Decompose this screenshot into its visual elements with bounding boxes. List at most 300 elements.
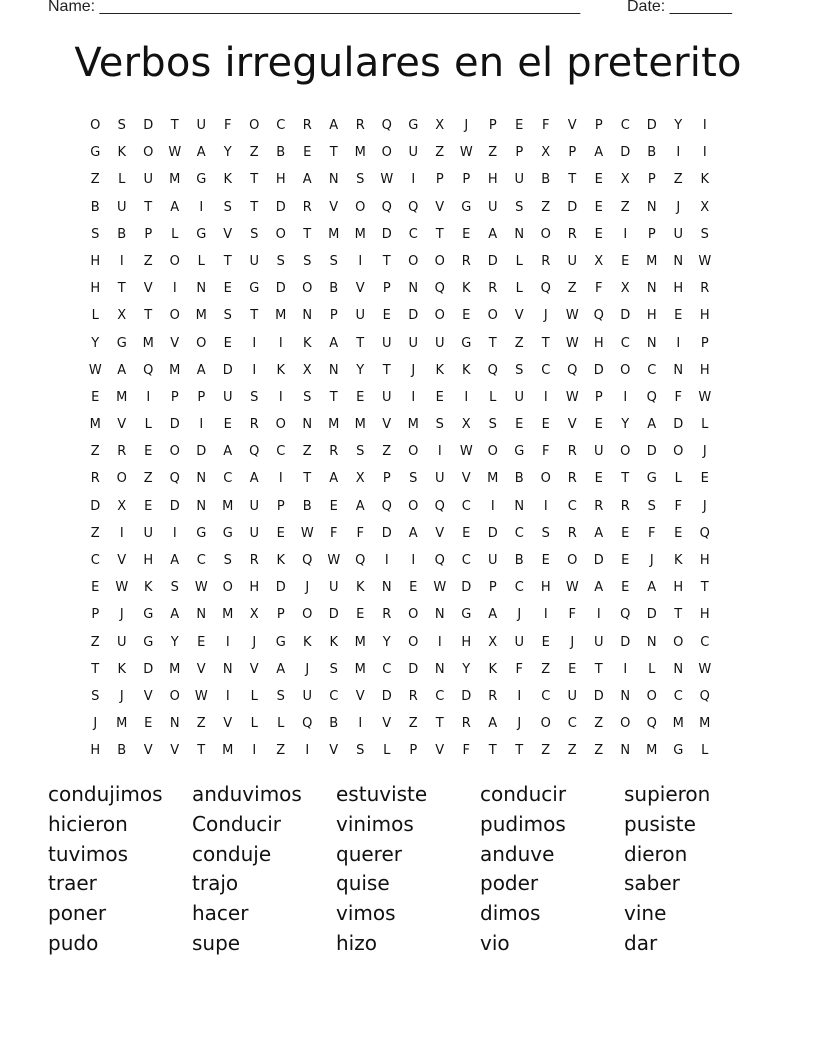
grid-letter[interactable]: E: [541, 553, 550, 568]
grid-letter[interactable]: D: [143, 118, 154, 133]
grid-letter[interactable]: O: [90, 118, 101, 133]
grid-letter[interactable]: W: [168, 145, 182, 161]
grid-letter[interactable]: N: [408, 281, 419, 297]
grid-letter[interactable]: A: [329, 118, 339, 133]
grid-letter[interactable]: K: [276, 362, 286, 378]
grid-letter[interactable]: E: [621, 553, 630, 568]
grid-letter[interactable]: I: [384, 553, 389, 568]
grid-letter[interactable]: E: [621, 580, 630, 596]
grid-letter[interactable]: H: [646, 308, 657, 324]
grid-letter[interactable]: G: [143, 607, 154, 623]
grid-letter[interactable]: Q: [408, 199, 419, 215]
grid-letter[interactable]: P: [594, 118, 603, 133]
grid-letter[interactable]: C: [223, 471, 233, 487]
grid-letter[interactable]: H: [90, 253, 101, 269]
grid-letter[interactable]: E: [594, 199, 603, 215]
grid-letter[interactable]: F: [515, 661, 523, 677]
grid-letter[interactable]: P: [515, 145, 524, 161]
grid-letter[interactable]: E: [329, 498, 338, 514]
grid-letter[interactable]: V: [117, 417, 127, 433]
grid-letter[interactable]: E: [594, 226, 603, 242]
grid-letter[interactable]: E: [568, 661, 577, 677]
grid-letter[interactable]: O: [540, 716, 551, 732]
grid-letter[interactable]: A: [170, 607, 180, 623]
letter-grid[interactable]: [82, 112, 718, 765]
grid-letter[interactable]: S: [515, 199, 524, 215]
grid-letter[interactable]: P: [568, 145, 577, 161]
grid-letter[interactable]: L: [277, 716, 285, 732]
grid-letter[interactable]: K: [276, 553, 286, 568]
grid-letter[interactable]: A: [302, 172, 312, 188]
grid-letter[interactable]: W: [565, 335, 579, 351]
grid-letter[interactable]: Q: [540, 281, 551, 297]
grid-letter[interactable]: O: [673, 444, 684, 460]
grid-letter[interactable]: Q: [169, 471, 180, 487]
grid-letter[interactable]: I: [172, 281, 177, 297]
grid-letter[interactable]: W: [88, 362, 102, 378]
grid-letter[interactable]: I: [278, 389, 283, 405]
grid-letter[interactable]: C: [541, 362, 551, 378]
grid-letter[interactable]: D: [593, 553, 604, 568]
grid-letter[interactable]: M: [354, 417, 366, 433]
grid-letter[interactable]: W: [459, 145, 473, 161]
grid-letter[interactable]: O: [434, 308, 445, 324]
grid-letter[interactable]: Z: [143, 471, 153, 487]
grid-letter[interactable]: C: [620, 335, 630, 351]
grid-letter[interactable]: E: [144, 498, 153, 514]
grid-letter[interactable]: A: [117, 362, 127, 378]
grid-letter[interactable]: P: [488, 580, 497, 596]
grid-letter[interactable]: E: [303, 145, 312, 161]
grid-letter[interactable]: N: [673, 661, 684, 677]
grid-letter[interactable]: N: [646, 634, 657, 650]
grid-letter[interactable]: E: [91, 580, 100, 596]
grid-letter[interactable]: K: [435, 362, 445, 378]
grid-letter[interactable]: R: [90, 471, 100, 487]
grid-letter[interactable]: I: [305, 743, 310, 759]
grid-letter[interactable]: T: [568, 172, 577, 188]
grid-letter[interactable]: D: [408, 661, 419, 677]
grid-letter[interactable]: I: [252, 335, 257, 351]
grid-letter[interactable]: U: [567, 253, 577, 269]
grid-letter[interactable]: G: [673, 743, 684, 759]
grid-letter[interactable]: G: [646, 471, 657, 487]
grid-letter[interactable]: D: [169, 498, 180, 514]
grid-letter[interactable]: C: [276, 118, 286, 133]
grid-letter[interactable]: N: [620, 688, 631, 704]
grid-letter[interactable]: E: [462, 308, 471, 324]
grid-letter[interactable]: A: [170, 199, 180, 215]
grid-letter[interactable]: E: [223, 417, 232, 433]
grid-letter[interactable]: E: [594, 417, 603, 433]
grid-letter[interactable]: M: [354, 634, 366, 650]
grid-letter[interactable]: L: [144, 417, 152, 433]
grid-letter[interactable]: B: [329, 716, 339, 732]
grid-letter[interactable]: I: [411, 172, 416, 188]
grid-letter[interactable]: N: [381, 580, 392, 596]
grid-letter[interactable]: I: [437, 634, 442, 650]
grid-letter[interactable]: E: [515, 417, 524, 433]
grid-letter[interactable]: G: [408, 118, 419, 133]
grid-letter[interactable]: I: [596, 607, 601, 623]
grid-letter[interactable]: U: [434, 335, 445, 351]
grid-letter[interactable]: H: [699, 308, 710, 324]
grid-letter[interactable]: V: [355, 281, 365, 297]
grid-letter[interactable]: F: [462, 743, 470, 759]
grid-letter[interactable]: R: [355, 118, 365, 133]
grid-letter[interactable]: W: [327, 553, 341, 568]
grid-letter[interactable]: S: [700, 226, 709, 242]
grid-letter[interactable]: E: [674, 525, 683, 541]
grid-letter[interactable]: O: [620, 444, 631, 460]
grid-letter[interactable]: Z: [567, 281, 577, 297]
grid-letter[interactable]: M: [116, 389, 128, 405]
grid-letter[interactable]: E: [223, 281, 232, 297]
grid-letter[interactable]: A: [594, 580, 604, 596]
grid-letter[interactable]: P: [700, 335, 709, 351]
grid-letter[interactable]: W: [698, 389, 712, 405]
grid-letter[interactable]: U: [249, 253, 259, 269]
grid-letter[interactable]: X: [435, 118, 445, 133]
grid-letter[interactable]: Z: [673, 172, 683, 188]
grid-letter[interactable]: A: [408, 525, 418, 541]
grid-letter[interactable]: T: [435, 226, 444, 242]
grid-letter[interactable]: G: [196, 226, 207, 242]
grid-letter[interactable]: F: [648, 525, 656, 541]
grid-letter[interactable]: J: [305, 661, 310, 677]
grid-letter[interactable]: J: [252, 634, 257, 650]
grid-letter[interactable]: D: [408, 308, 419, 324]
grid-letter[interactable]: M: [487, 471, 499, 487]
grid-letter[interactable]: E: [462, 226, 471, 242]
grid-letter[interactable]: G: [514, 444, 525, 460]
grid-letter[interactable]: V: [382, 716, 392, 732]
grid-letter[interactable]: I: [199, 417, 204, 433]
grid-letter[interactable]: K: [117, 145, 127, 161]
grid-letter[interactable]: M: [328, 417, 340, 433]
grid-letter[interactable]: H: [673, 281, 684, 297]
grid-letter[interactable]: M: [646, 253, 658, 269]
grid-letter[interactable]: E: [382, 308, 391, 324]
grid-letter[interactable]: T: [488, 335, 497, 351]
grid-letter[interactable]: W: [565, 389, 579, 405]
grid-letter[interactable]: H: [540, 580, 551, 596]
grid-letter[interactable]: Z: [90, 172, 100, 188]
grid-letter[interactable]: R: [567, 525, 577, 541]
grid-letter[interactable]: O: [434, 253, 445, 269]
grid-letter[interactable]: L: [489, 389, 497, 405]
grid-letter[interactable]: O: [408, 498, 419, 514]
grid-letter[interactable]: Z: [435, 145, 445, 161]
grid-letter[interactable]: U: [487, 199, 498, 215]
grid-letter[interactable]: Q: [302, 716, 313, 732]
grid-letter[interactable]: G: [249, 281, 260, 297]
grid-letter[interactable]: M: [169, 172, 181, 188]
grid-letter[interactable]: O: [275, 226, 286, 242]
grid-letter[interactable]: G: [222, 525, 233, 541]
grid-letter[interactable]: Y: [674, 118, 683, 133]
grid-letter[interactable]: E: [700, 471, 709, 487]
grid-letter[interactable]: W: [565, 580, 579, 596]
grid-letter[interactable]: P: [276, 607, 285, 623]
grid-letter[interactable]: A: [249, 471, 259, 487]
grid-letter[interactable]: I: [464, 389, 469, 405]
grid-letter[interactable]: L: [701, 743, 709, 759]
grid-letter[interactable]: X: [620, 281, 630, 297]
grid-letter[interactable]: L: [674, 471, 682, 487]
grid-letter[interactable]: Q: [434, 281, 445, 297]
grid-letter[interactable]: Q: [593, 308, 604, 324]
grid-letter[interactable]: T: [197, 743, 206, 759]
grid-letter[interactable]: J: [411, 362, 416, 378]
grid-letter[interactable]: L: [648, 661, 656, 677]
grid-letter[interactable]: V: [435, 199, 445, 215]
grid-letter[interactable]: D: [593, 688, 604, 704]
grid-letter[interactable]: Q: [249, 444, 260, 460]
grid-letter[interactable]: T: [303, 471, 312, 487]
grid-letter[interactable]: E: [594, 172, 603, 188]
grid-letter[interactable]: D: [90, 498, 101, 514]
grid-letter[interactable]: X: [541, 145, 551, 161]
grid-letter[interactable]: W: [698, 661, 712, 677]
grid-letter[interactable]: T: [223, 253, 232, 269]
grid-letter[interactable]: P: [329, 308, 338, 324]
grid-letter[interactable]: R: [567, 471, 577, 487]
grid-letter[interactable]: C: [541, 688, 551, 704]
grid-letter[interactable]: P: [647, 226, 656, 242]
grid-letter[interactable]: X: [355, 471, 365, 487]
grid-letter[interactable]: T: [594, 661, 603, 677]
grid-letter[interactable]: U: [116, 634, 127, 650]
grid-letter[interactable]: S: [303, 253, 312, 269]
grid-letter[interactable]: I: [543, 607, 548, 623]
grid-letter[interactable]: C: [620, 118, 630, 133]
grid-letter[interactable]: K: [223, 172, 233, 188]
grid-letter[interactable]: D: [593, 362, 604, 378]
grid-letter[interactable]: F: [330, 525, 338, 541]
grid-letter[interactable]: P: [91, 607, 100, 623]
grid-letter[interactable]: E: [144, 716, 153, 732]
grid-letter[interactable]: I: [278, 335, 283, 351]
grid-letter[interactable]: J: [119, 607, 124, 623]
grid-letter[interactable]: E: [621, 253, 630, 269]
grid-letter[interactable]: S: [91, 226, 100, 242]
grid-letter[interactable]: S: [541, 525, 550, 541]
grid-letter[interactable]: G: [461, 199, 472, 215]
grid-letter[interactable]: M: [142, 335, 154, 351]
grid-letter[interactable]: P: [276, 498, 285, 514]
grid-letter[interactable]: A: [329, 471, 339, 487]
grid-letter[interactable]: B: [514, 471, 524, 487]
grid-letter[interactable]: L: [91, 308, 99, 324]
grid-letter[interactable]: Q: [699, 525, 710, 541]
grid-letter[interactable]: U: [116, 199, 127, 215]
grid-letter[interactable]: J: [93, 716, 98, 732]
grid-letter[interactable]: M: [275, 308, 287, 324]
grid-letter[interactable]: U: [673, 226, 683, 242]
grid-letter[interactable]: O: [540, 226, 551, 242]
grid-letter[interactable]: A: [488, 226, 498, 242]
grid-letter[interactable]: O: [169, 308, 180, 324]
grid-letter[interactable]: Q: [699, 688, 710, 704]
grid-letter[interactable]: X: [117, 308, 127, 324]
grid-letter[interactable]: Y: [382, 634, 391, 650]
grid-letter[interactable]: S: [250, 226, 259, 242]
grid-letter[interactable]: E: [356, 607, 365, 623]
grid-letter[interactable]: C: [647, 362, 657, 378]
grid-letter[interactable]: I: [676, 145, 681, 161]
grid-letter[interactable]: D: [461, 580, 472, 596]
grid-letter[interactable]: E: [223, 335, 232, 351]
grid-letter[interactable]: N: [196, 498, 207, 514]
grid-letter[interactable]: T: [144, 199, 153, 215]
grid-letter[interactable]: R: [249, 417, 259, 433]
grid-letter[interactable]: F: [674, 389, 682, 405]
grid-letter[interactable]: F: [595, 281, 603, 297]
grid-letter[interactable]: R: [488, 688, 498, 704]
grid-letter[interactable]: N: [673, 253, 684, 269]
grid-letter[interactable]: J: [464, 118, 469, 133]
grid-letter[interactable]: T: [515, 743, 524, 759]
grid-letter[interactable]: P: [382, 471, 391, 487]
grid-letter[interactable]: S: [276, 688, 285, 704]
grid-letter[interactable]: Z: [594, 743, 604, 759]
grid-letter[interactable]: M: [222, 607, 234, 623]
grid-letter[interactable]: D: [275, 580, 286, 596]
grid-letter[interactable]: D: [143, 661, 154, 677]
grid-letter[interactable]: V: [143, 281, 153, 297]
grid-letter[interactable]: R: [461, 253, 471, 269]
grid-letter[interactable]: D: [328, 607, 339, 623]
grid-letter[interactable]: C: [461, 553, 471, 568]
grid-letter[interactable]: T: [621, 471, 630, 487]
grid-letter[interactable]: F: [568, 607, 576, 623]
grid-letter[interactable]: L: [197, 253, 205, 269]
grid-letter[interactable]: E: [674, 308, 683, 324]
grid-letter[interactable]: V: [117, 553, 127, 568]
grid-letter[interactable]: Z: [594, 716, 604, 732]
grid-letter[interactable]: Q: [646, 716, 657, 732]
grid-letter[interactable]: K: [673, 553, 683, 568]
grid-letter[interactable]: G: [461, 335, 472, 351]
grid-letter[interactable]: R: [302, 118, 312, 133]
grid-letter[interactable]: T: [303, 226, 312, 242]
grid-letter[interactable]: N: [646, 335, 657, 351]
grid-letter[interactable]: E: [276, 525, 285, 541]
grid-letter[interactable]: O: [646, 688, 657, 704]
grid-letter[interactable]: O: [355, 199, 366, 215]
grid-letter[interactable]: V: [435, 525, 445, 541]
grid-letter[interactable]: O: [143, 145, 154, 161]
grid-letter[interactable]: U: [408, 335, 418, 351]
grid-letter[interactable]: Y: [91, 335, 100, 351]
grid-letter[interactable]: I: [199, 199, 204, 215]
grid-letter[interactable]: M: [222, 498, 234, 514]
grid-letter[interactable]: H: [699, 553, 710, 568]
grid-letter[interactable]: R: [567, 226, 577, 242]
grid-letter[interactable]: M: [354, 226, 366, 242]
grid-letter[interactable]: B: [541, 172, 551, 188]
grid-letter[interactable]: I: [411, 389, 416, 405]
grid-letter[interactable]: U: [593, 444, 604, 460]
grid-letter[interactable]: W: [194, 688, 208, 704]
grid-letter[interactable]: O: [222, 580, 233, 596]
grid-letter[interactable]: Q: [381, 498, 392, 514]
grid-letter[interactable]: S: [91, 688, 100, 704]
grid-letter[interactable]: B: [117, 743, 127, 759]
grid-letter[interactable]: E: [515, 118, 524, 133]
grid-letter[interactable]: M: [354, 661, 366, 677]
grid-letter[interactable]: M: [169, 362, 181, 378]
grid-letter[interactable]: F: [542, 118, 550, 133]
grid-letter[interactable]: U: [249, 498, 259, 514]
grid-letter[interactable]: M: [407, 417, 419, 433]
grid-letter[interactable]: W: [115, 580, 129, 596]
grid-letter[interactable]: V: [223, 226, 233, 242]
grid-letter[interactable]: G: [196, 525, 207, 541]
grid-letter[interactable]: V: [382, 417, 392, 433]
grid-letter[interactable]: R: [408, 688, 418, 704]
grid-letter[interactable]: X: [461, 417, 471, 433]
grid-letter[interactable]: A: [488, 716, 498, 732]
grid-letter[interactable]: T: [541, 335, 550, 351]
grid-letter[interactable]: T: [329, 145, 338, 161]
grid-letter[interactable]: I: [119, 525, 124, 541]
grid-letter[interactable]: F: [356, 525, 364, 541]
grid-letter[interactable]: Z: [302, 444, 312, 460]
grid-letter[interactable]: Z: [541, 661, 551, 677]
grid-letter[interactable]: Z: [90, 525, 100, 541]
grid-letter[interactable]: S: [170, 580, 179, 596]
grid-letter[interactable]: M: [195, 308, 207, 324]
grid-letter[interactable]: Q: [143, 362, 154, 378]
grid-letter[interactable]: M: [354, 145, 366, 161]
grid-letter[interactable]: T: [250, 308, 259, 324]
grid-letter[interactable]: N: [646, 199, 657, 215]
grid-letter[interactable]: D: [567, 199, 578, 215]
grid-letter[interactable]: P: [462, 172, 471, 188]
grid-letter[interactable]: R: [700, 281, 710, 297]
grid-letter[interactable]: K: [302, 634, 312, 650]
grid-letter[interactable]: C: [382, 661, 392, 677]
grid-letter[interactable]: I: [172, 525, 177, 541]
grid-letter[interactable]: J: [543, 308, 548, 324]
grid-letter[interactable]: X: [249, 607, 259, 623]
grid-letter[interactable]: O: [408, 634, 419, 650]
grid-letter[interactable]: M: [222, 743, 234, 759]
grid-letter[interactable]: E: [91, 389, 100, 405]
grid-letter[interactable]: S: [329, 661, 338, 677]
grid-letter[interactable]: C: [673, 688, 683, 704]
grid-letter[interactable]: C: [567, 498, 577, 514]
grid-letter[interactable]: Q: [567, 362, 578, 378]
grid-letter[interactable]: N: [302, 308, 313, 324]
grid-letter[interactable]: A: [355, 498, 365, 514]
grid-letter[interactable]: I: [702, 118, 707, 133]
grid-letter[interactable]: O: [620, 716, 631, 732]
grid-letter[interactable]: K: [488, 661, 498, 677]
grid-letter[interactable]: I: [225, 634, 230, 650]
grid-letter[interactable]: D: [487, 525, 498, 541]
grid-letter[interactable]: A: [196, 362, 206, 378]
grid-letter[interactable]: S: [303, 389, 312, 405]
grid-letter[interactable]: W: [698, 253, 712, 269]
grid-letter[interactable]: U: [196, 118, 206, 133]
grid-letter[interactable]: W: [380, 172, 394, 188]
grid-letter[interactable]: Y: [356, 362, 365, 378]
grid-letter[interactable]: N: [514, 498, 525, 514]
grid-letter[interactable]: I: [146, 389, 151, 405]
